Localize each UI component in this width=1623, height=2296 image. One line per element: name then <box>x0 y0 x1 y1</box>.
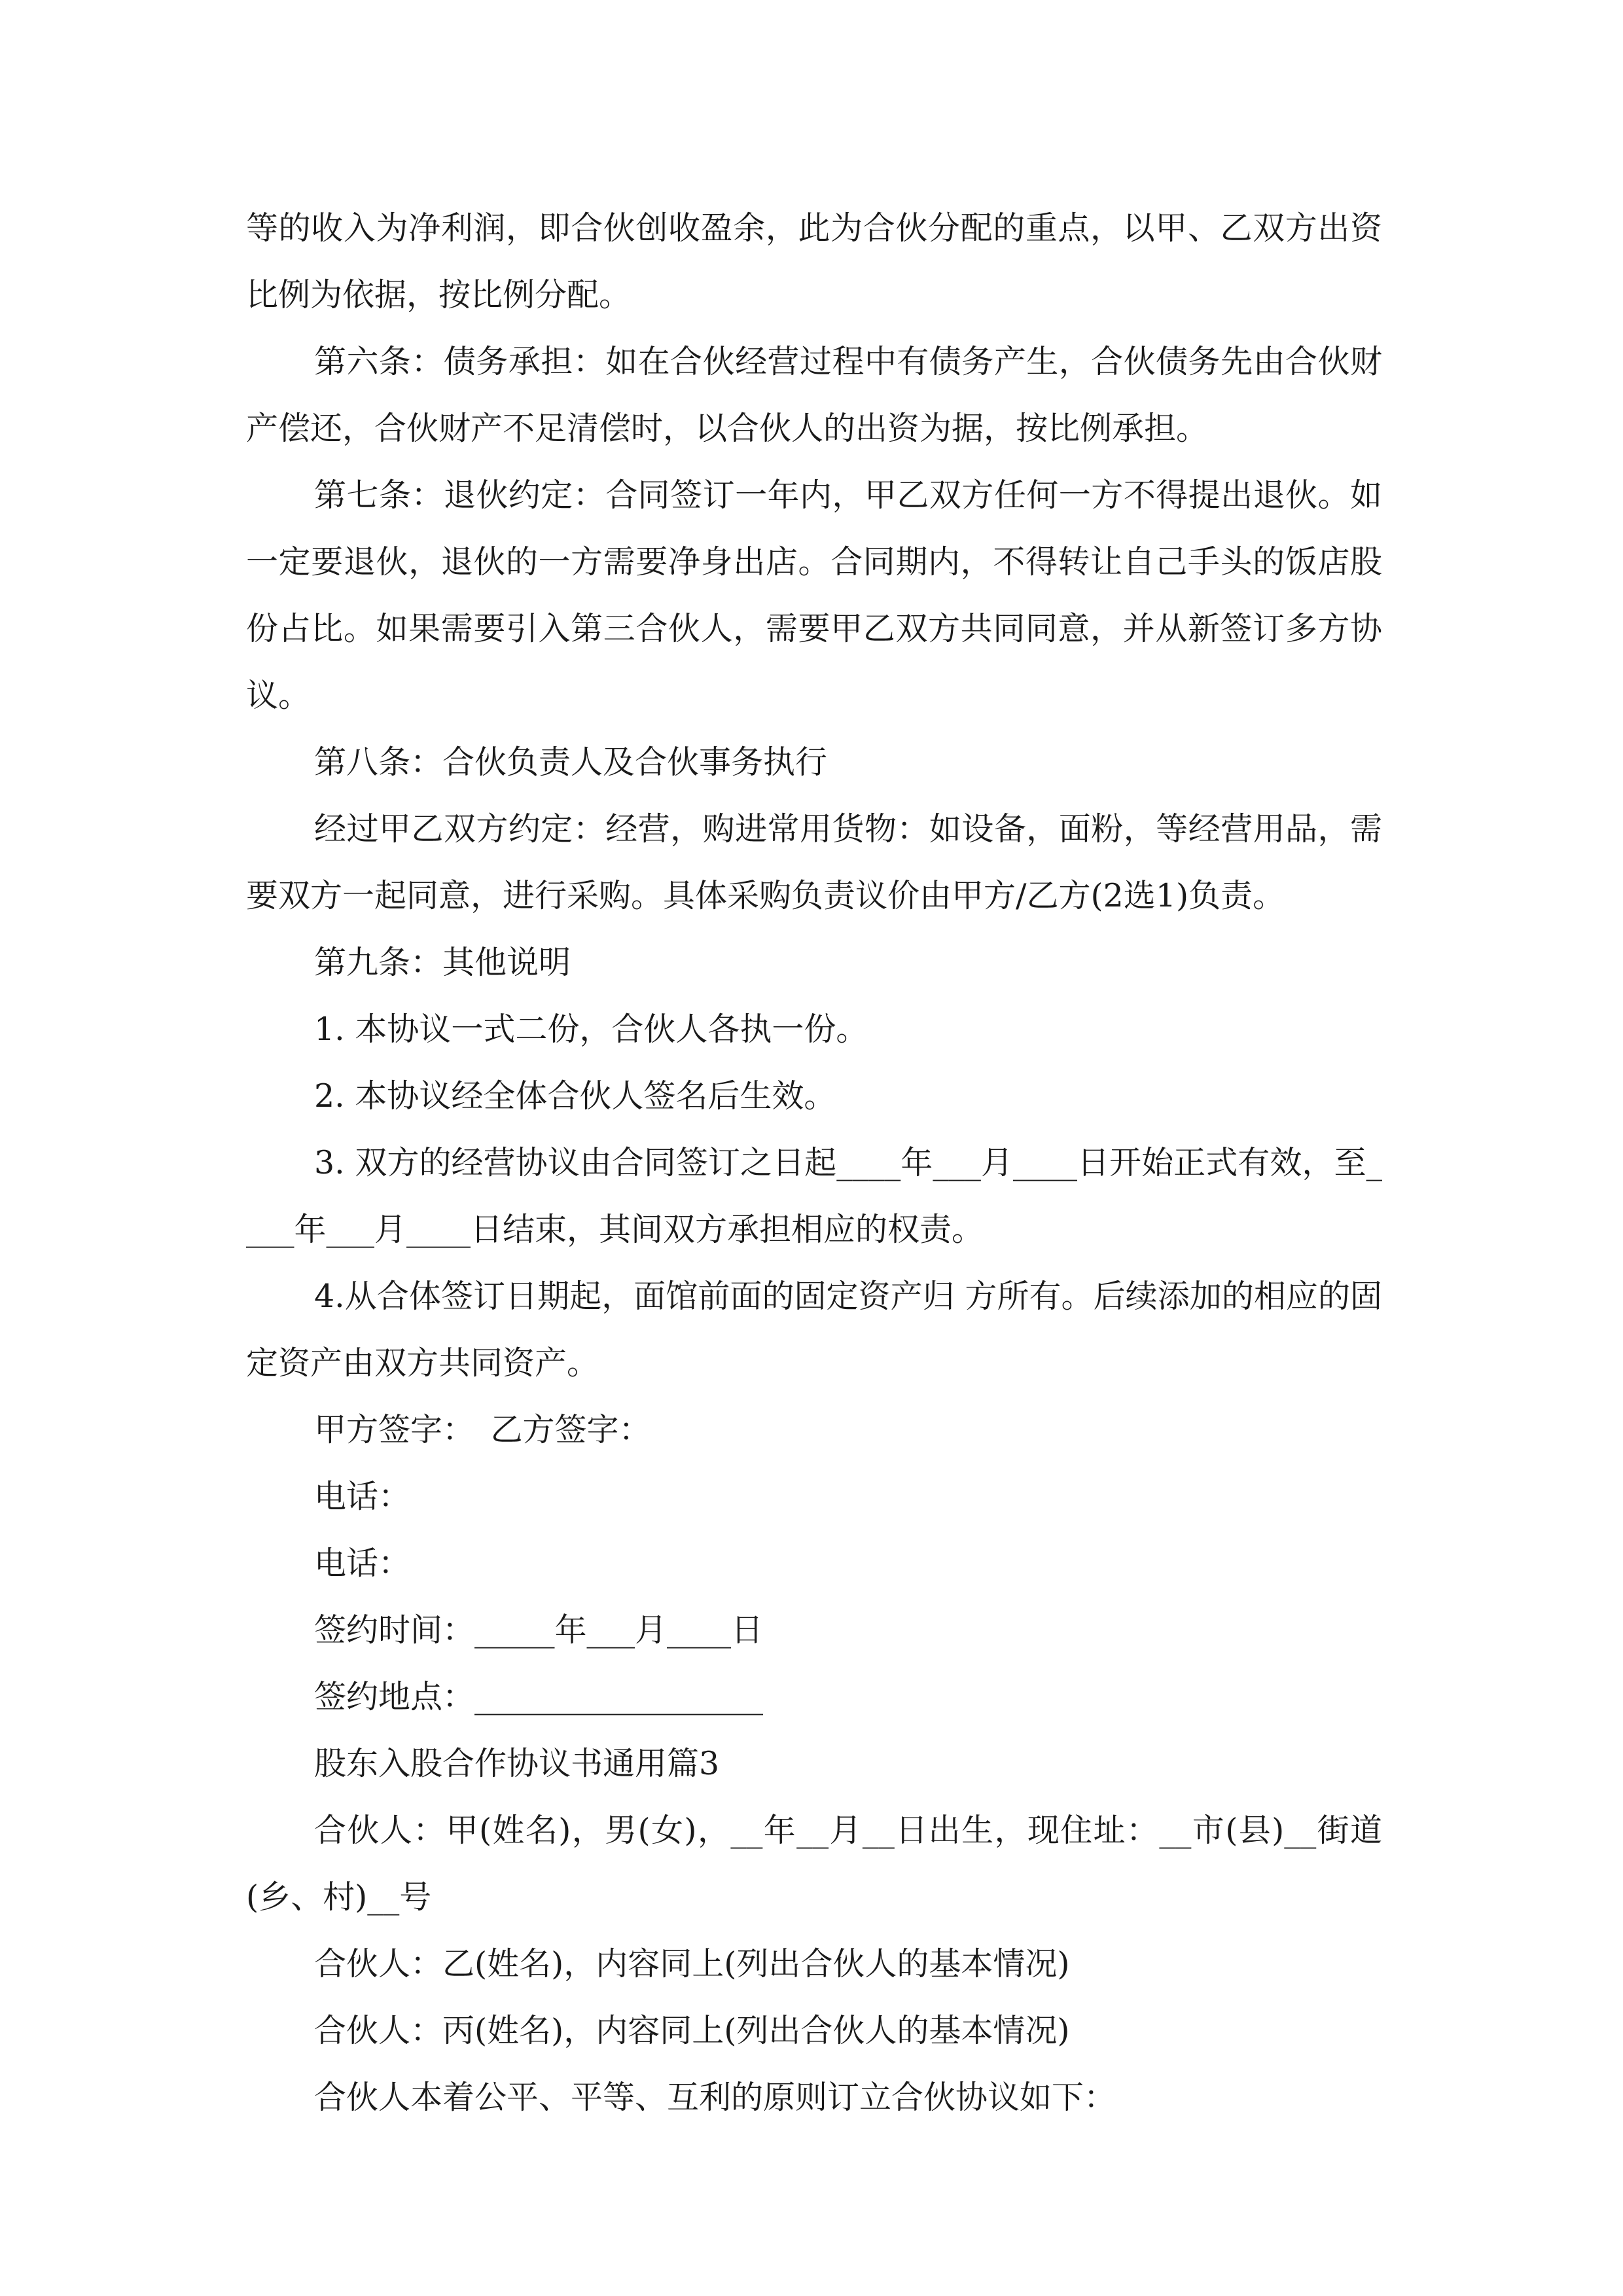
paragraph-profit-distribution: 等的收入为净利润，即合伙创收盈余，此为合伙分配的重点，以甲、乙双方出资比例为依据，按比例分配。 <box>246 209 1382 314</box>
signature-line: 甲方签字： 乙方签字： <box>314 1411 651 1448</box>
partner-b-info: 合伙人：乙(姓名)，内容同上(列出合伙人的基本情况) <box>314 1945 1070 1982</box>
partner-a-info: 合伙人：甲(姓名)，男(女)，__年__月__日出生，现住址：__市(县)__街道(乡、村)__号 <box>246 1812 1382 1916</box>
section-title: 股东入股合作协议书通用篇3 <box>314 1745 720 1782</box>
partner-c-info: 合伙人：丙(姓名)，内容同上(列出合伙人的基本情况) <box>314 2012 1070 2049</box>
paragraph-item-2: 2. 本协议经全体合伙人签名后生效。 <box>314 1077 836 1115</box>
phone-line-2: 电话： <box>314 1545 411 1582</box>
phone-line-1: 电话： <box>314 1478 411 1515</box>
paragraph-item-1: 1. 本协议一式二份，合伙人各执一份。 <box>314 1011 868 1048</box>
paragraph-article-9-heading: 第九条：其他说明 <box>314 944 571 981</box>
signing-place-line: 签约地点：__________________ <box>314 1678 764 1715</box>
paragraph-article-6-debt: 第六条：债务承担：如在合伙经营过程中有债务产生，合伙债务先由合伙财产偿还，合伙财产不足清偿时，以合伙人的出资为据，按比例承担。 <box>246 343 1382 447</box>
paragraph-article-7-withdrawal: 第七条：退伙约定：合同签订一年内，甲乙双方任何一方不得提出退伙。如一定要退伙，退伙的一方需要净身出店。合同期内，不得转让自己手头的饭店股份占比。如果需要引入第三合伙人，需要甲乙双方共同同意，并从新签订多方协议。 <box>246 476 1382 714</box>
signing-date-line: 签约时间：_____年___月____日 <box>314 1611 764 1649</box>
agreement-intro: 合伙人本着公平、平等、互利的原则订立合伙协议如下： <box>314 2079 1116 2116</box>
paragraph-article-8-body: 经过甲乙双方约定：经营，购进常用货物：如设备，面粉，等经营用品，需要双方一起同意，进行采购。具体采购负责议价由甲方/乙方(2选1)负责。 <box>246 810 1382 914</box>
paragraph-item-4-assets: 4.从合体签订日期起，面馆前面的固定资产归 方所有。后续添加的相应的固定资产由双方共同资产。 <box>246 1278 1382 1382</box>
paragraph-item-3-validity: 3. 双方的经营协议由合同签订之日起____年___月____日开始正式有效，至____年___月____日结束，其间双方承担相应的权责。 <box>246 1144 1382 1248</box>
document-body <box>246 195 1382 2131</box>
paragraph-article-8-heading: 第八条：合伙负责人及合伙事务执行 <box>314 744 828 781</box>
